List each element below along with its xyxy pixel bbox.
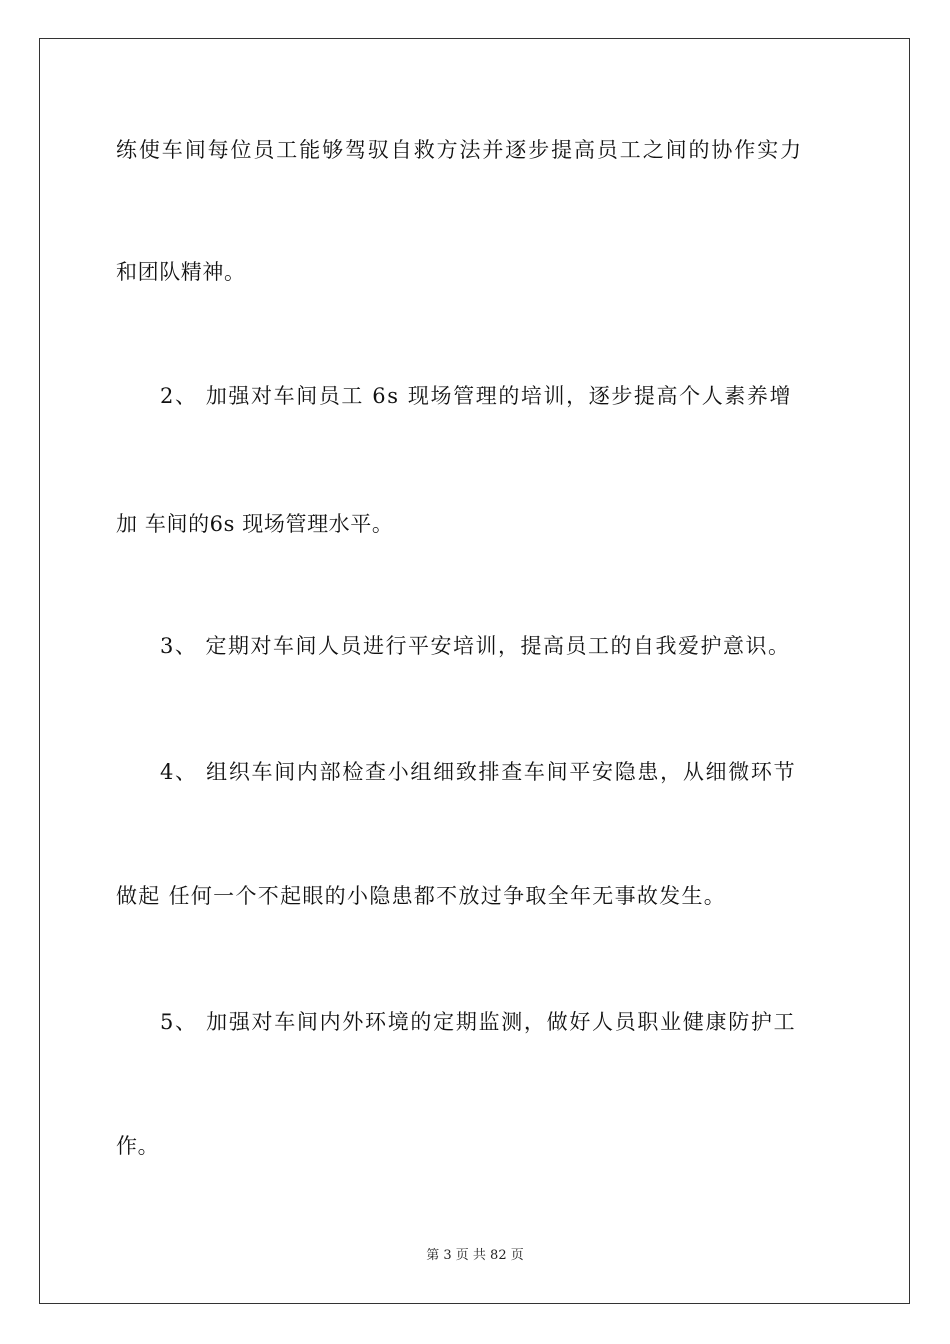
list-item-4-continuation: 做起 任何一个不起眼的小隐患都不放过争取全年无事故发生。 <box>116 884 727 908</box>
body-text-line: 和团队精神。 <box>116 260 246 284</box>
list-item-2-continuation: 加 车间的6s 现场管理水平。 <box>116 512 394 536</box>
list-item-5-line: 5、 加强对车间内外环境的定期监测，做好人员职业健康防护工 <box>160 1010 797 1034</box>
list-item-2-line: 2、 加强对车间员工 6s 现场管理的培训，逐步提高个人素养增 <box>160 384 793 408</box>
list-item-3-line: 3、 定期对车间人员进行平安培训，提高员工的自我爱护意识。 <box>160 634 791 658</box>
body-text-line: 练使车间每位员工能够驾驭自救方法并逐步提高员工之间的协作实力 <box>116 138 803 162</box>
list-item-5-continuation: 作。 <box>116 1134 160 1158</box>
page-number-footer: 第 3 页 共 82 页 <box>426 1248 524 1263</box>
list-item-4-line: 4、 组织车间内部检查小组细致排查车间平安隐患，从细微环节 <box>160 760 797 784</box>
page-border <box>39 38 910 1304</box>
